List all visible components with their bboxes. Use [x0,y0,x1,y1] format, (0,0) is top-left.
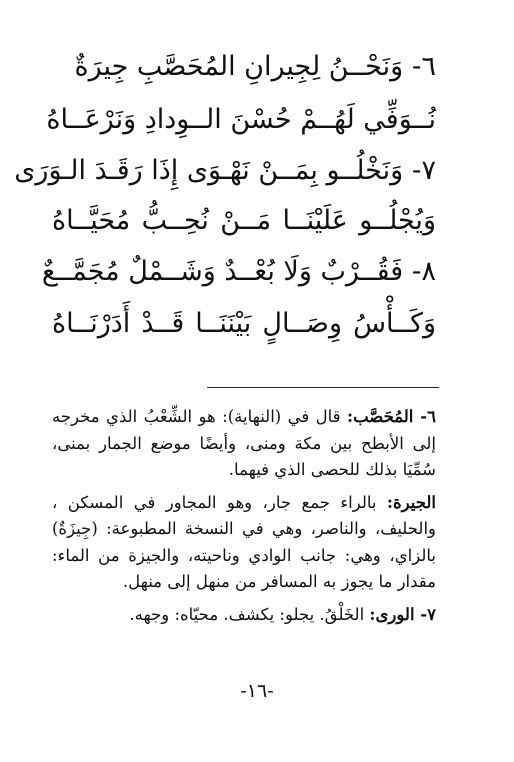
footnote-key: ٦- المُحَصَّب: [346,407,437,426]
footnote-wara [52,602,436,629]
footnotes [52,404,436,634]
verse-7-first-hemistich: ٧- وَنَخْلُــو بِمَــنْ نَهْـوَى إِذَا رَقَـدَ الـوَرَى [14,155,436,186]
footnote-key: ٧- الورى: [369,604,436,624]
footnote-text: الخَلْقُ. يجلو: يكشف. محيّاه: وجهه. [129,604,365,624]
footnote-text: قال في (النهاية): هو الشِّعْبُ الذي مخرجه إلى الأبطح بين مكة ومنى، وأيضًا موضع الجمار بمنى، سُمِّيَا بذلك للحصى الذي فيهما. [52,407,436,479]
page-number: -١٦- [240,680,274,702]
verse-8-first-hemistich: ٨- فَقُــرْبٌ وَلَا بُعْــدٌ وَشَــمْلٌ مُجَمَّــعٌ [41,256,436,287]
footnote-text: بالراء جمع جار، وهو المجاور في المسكن ، والحليف، والناصر، وهي في النسخة المطبوعة: (جِيزَةٌ) بالزاي، وهي: جانب الوادي وناحيته، والجيزة من الماء: مقدار ما يجوز به المسافر من منهل إلى منهل. [52,492,436,591]
footnote-divider [207,387,439,388]
verse-8-second-hemistich: وَكَــأْسُ وِصَــالٍ بَيْنَنَــا قَــدْ أَدَرْنَــاهُ [52,308,436,339]
footnote-key: الجيرة: [386,492,436,512]
footnote-jeera [52,490,436,596]
footnote-muhassab [52,404,436,484]
verse-6-second-hemistich: نُــوَفِّي لَهُــمْ حُسْنَ الــوِدادِ وَنَرْعَــاهُ [46,104,436,135]
verse-6-first-hemistich: ٦- وَنَحْــنُ لِجِيرانِ المُحَصَّبِ جِيرَةٌ [74,51,436,82]
verse-7-second-hemistich: وَيُجْلُــو عَلَيْنَــا مَــنْ نُحِــبُّ مُحَيَّــاهُ [52,205,436,236]
